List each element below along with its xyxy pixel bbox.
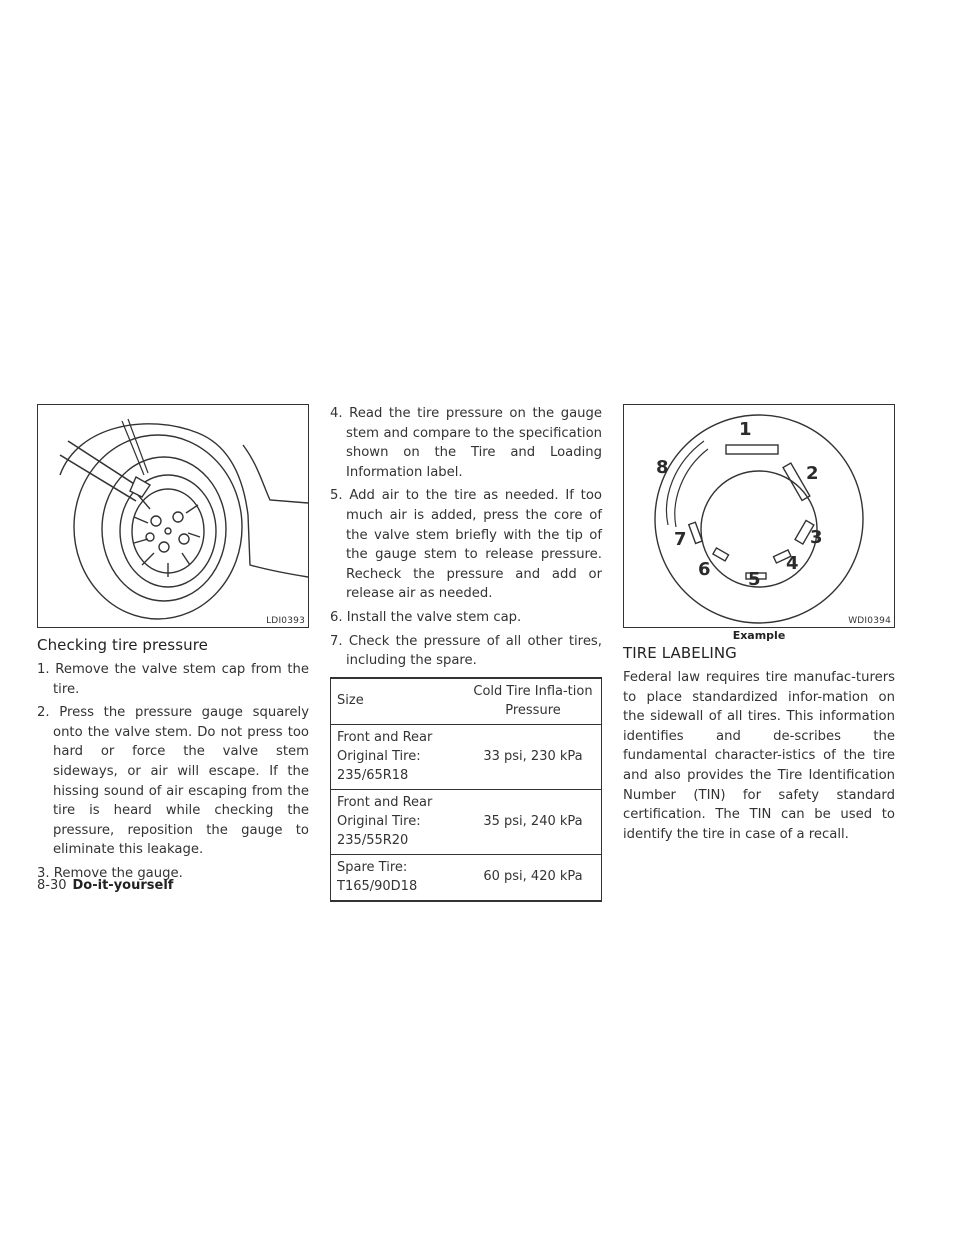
table-cell-pressure: 33 psi, 230 kPa [465, 724, 602, 789]
tire-sidewall-drawing [624, 405, 894, 627]
table-cell-pressure: 60 psi, 420 kPa [465, 854, 602, 901]
table-row [331, 789, 602, 854]
step-5: 5. Add air to the tire as needed. If too much air is added, press the core of the valve stem briefly with the tip of the gauge stem to release pressure. Recheck the pressure and add or release air as needed. [330, 488, 602, 602]
table-header-row [331, 678, 602, 725]
figure-caption: Example [732, 629, 786, 642]
step-7: 7. Check the pressure of all other tires, including the spare. [330, 633, 602, 669]
page-number: 8-30 [37, 878, 67, 893]
callout-4: 4 [786, 553, 799, 574]
labeling-body: Federal law requires tire manufac-turers to place standardized infor-mation on the sidewall of all tires. This information identifies and de-scribes the fundamental character-istics of the tire and also provides the Tire Identification Number (TIN) for safety standard certification. The TIN can be used to identify the tire in case of a recall. [623, 670, 895, 842]
table-header-pressure: Cold Tire Infla-tion Pressure [465, 678, 602, 725]
table-cell-size: Front and Rear Original Tire: 235/55R20 [331, 789, 466, 854]
section-title-checking: Checking tire pressure [37, 636, 208, 654]
callout-2: 2 [806, 463, 819, 484]
middle-column [330, 404, 602, 902]
section-title-labeling: TIRE LABELING [623, 644, 737, 662]
step-4: 4. Read the tire pressure on the gauge stem and compare to the specification shown on the Tire and Loading Information label. [330, 406, 602, 480]
tire-gauge-illustration [37, 404, 309, 628]
step-1: 1. Remove the valve stem cap from the tire. [37, 662, 309, 697]
callout-3: 3 [810, 527, 823, 548]
table-cell-size: Front and Rear Original Tire: 235/65R18 [331, 724, 466, 789]
steps-list-part1 [37, 660, 309, 884]
page-footer [37, 878, 173, 893]
right-column [623, 404, 895, 844]
tire-gauge-drawing [38, 405, 308, 627]
table-cell-size: Spare Tire: T165/90D18 [331, 854, 466, 901]
callout-1: 1 [739, 419, 752, 440]
figure-code: LDI0393 [266, 616, 305, 626]
figure-code: WDI0394 [848, 616, 891, 626]
callout-5: 5 [748, 569, 761, 590]
tire-pressure-table [330, 677, 602, 902]
left-column [37, 404, 309, 888]
table-header-size: Size [331, 678, 466, 725]
table-row [331, 854, 602, 901]
callout-6: 6 [698, 559, 711, 580]
callout-7: 7 [674, 529, 687, 550]
step-2: 2. Press the pressure gauge squarely onto the valve stem. Do not press too hard or force the valve stem sideways, or air will escape. If the hissing sound of air escaping from the tire is heard while checking the pressure, reposition the gauge to eliminate this leakage. [37, 705, 309, 858]
table-row [331, 724, 602, 789]
tire-sidewall-illustration [623, 404, 895, 628]
table-cell-pressure: 35 psi, 240 kPa [465, 789, 602, 854]
callout-8: 8 [656, 457, 669, 478]
footer-section-title: Do-it-yourself [72, 878, 174, 893]
step-3: 3. Remove the gauge. [37, 865, 183, 881]
steps-list-part2 [330, 404, 602, 671]
step-6: 6. Install the valve stem cap. [330, 609, 522, 625]
